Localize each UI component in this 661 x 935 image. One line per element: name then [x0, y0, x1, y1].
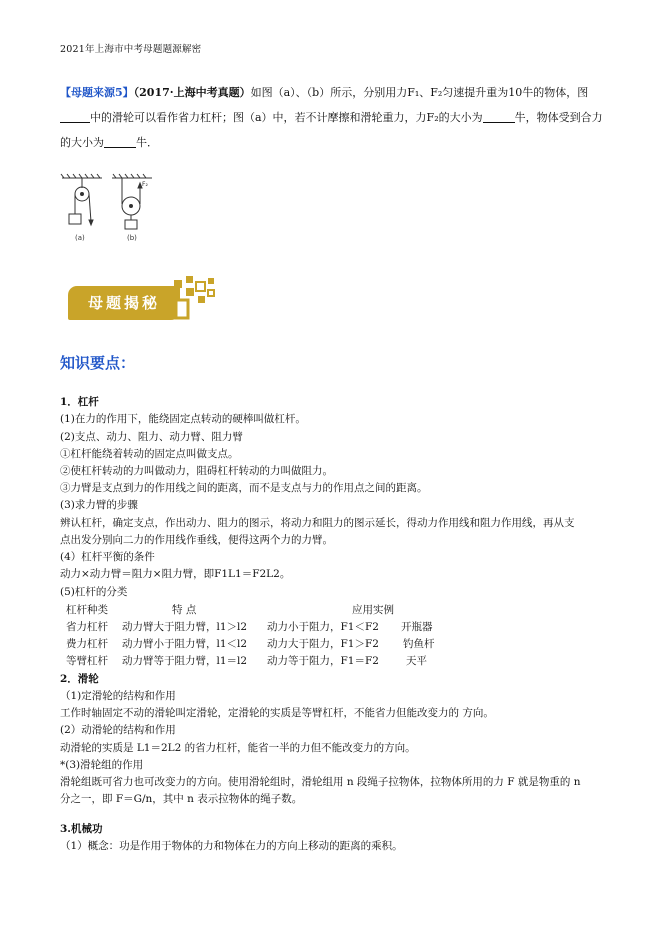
section-title: 知识要点： [60, 354, 136, 372]
table-cell: 费力杠杆 [66, 638, 108, 650]
table-cell: 动力小于阻力，F1＜F2 [267, 621, 379, 633]
table-cell: 等臂杠杆 [66, 655, 108, 667]
lever-paragraph: ③力臂是支点到力的作用线之间的距离，而不是支点与力的作用点之间的距离。 [60, 482, 428, 494]
question-source: （2017·上海中考真题） [133, 86, 251, 99]
pulley-paragraph: (2）动滑轮的结构和作用 [60, 724, 176, 736]
pulley-paragraph: 滑轮组既可省力也可改变力的方向。使用滑轮组时，滑轮组用 n 段绳子拉物体，拉物体所用的力 F 就是物重的 n [60, 776, 581, 788]
pulley-figure [60, 172, 155, 247]
table-cell: 开瓶器 [401, 621, 433, 633]
question-line-3 [60, 135, 605, 151]
table-header: 应用实例 [352, 604, 394, 616]
table-cell: 动力臂小于阻力臂，l1＜l2 [122, 638, 248, 650]
table-cell: 动力等于阻力，F1＝F2 [267, 655, 379, 667]
lever-classification-table [0, 602, 661, 672]
table-cell: 省力杠杆 [66, 621, 108, 633]
question-text: 牛． [136, 136, 158, 149]
lever-paragraph: ①杠杆能绕着转动的固定点叫做支点。 [60, 448, 239, 460]
work-heading: 3.机械功 [60, 823, 103, 835]
table-header: 杠杆种类 [66, 604, 108, 616]
question-text: 牛，物体受到合力 [514, 111, 603, 124]
pulley-paragraph: 动滑轮的实质是 L1＝2L2 的省力杠杆，能省一半的力但不能改变力的方向。 [60, 742, 416, 754]
answer-blank [104, 136, 136, 148]
pulley-paragraph: （1)定滑轮的结构和作用 [60, 690, 176, 702]
lever-paragraph: 动力×动力臂＝阻力×阻力臂，即F1L1＝F2L2。 [60, 568, 291, 580]
pulley-paragraph: *(3)滑轮组的作用 [60, 759, 144, 771]
answer-blank [60, 111, 90, 123]
answer-blank [483, 111, 515, 123]
table-cell: 天平 [406, 655, 427, 667]
question-text: 如图（a）、（b）所示，分别用力F₁、F₂匀速提升重为10牛的物体，图 [250, 86, 589, 99]
table-cell: 动力臂等于阻力臂，l1＝l2 [122, 655, 248, 667]
lever-paragraph: 点出发分别向二力的作用线作垂线，便得这两个力的力臂。 [60, 534, 333, 546]
work-paragraph: （1）概念：功是作用于物体的力和物体在力的方向上移动的距离的乘积。 [60, 840, 403, 852]
figure-label-b: (b) [127, 234, 137, 242]
table-cell: 钓鱼杆 [403, 638, 435, 650]
pulley-paragraph: 分之一，即 F＝G/n，其中 n 表示拉物体的绳子数。 [60, 793, 303, 805]
lever-paragraph: (2)支点、动力、阻力、动力臂、阻力臂 [60, 431, 243, 443]
table-cell: 动力臂大于阻力臂，l1＞l2 [122, 621, 248, 633]
question-text: 的大小为 [60, 136, 104, 149]
pulley-heading: 2．滑轮 [60, 673, 99, 685]
lever-paragraph: (5)杠杆的分类 [60, 586, 128, 598]
banner-title: 母题揭秘 [87, 294, 160, 312]
table-header: 特 点 [172, 604, 197, 616]
lever-paragraph: (4）杠杆平衡的条件 [60, 551, 155, 563]
pulley-paragraph: 工作时轴固定不动的滑轮叫定滑轮，定滑轮的实质是等臂杠杆，不能省力但能改变力的 方向。 [60, 707, 494, 719]
question-text: 中的滑轮可以看作省力杠杆；图（a）中，若不计摩擦和滑轮重力，力F₂的大小为 [90, 111, 483, 124]
force-label: F₂ [142, 181, 148, 188]
question-tag: 【母题来源5】 [60, 86, 134, 99]
lever-paragraph: ②使杠杆转动的力叫做动力，阻碍杠杆转动的力叫做阻力。 [60, 465, 333, 477]
lever-paragraph: (3)求力臂的步骤 [60, 499, 138, 511]
table-cell: 动力大于阻力，F1＞F2 [267, 638, 379, 650]
lever-paragraph: (1)在力的作用下，能绕固定点转动的硬棒叫做杠杆。 [60, 413, 306, 425]
lever-paragraph: 辨认杠杆，确定支点，作出动力、阻力的图示，将动力和阻力的图示延长，得动力作用线和阻力作用线，再从支 [60, 517, 575, 529]
pulley-a-drawing [61, 174, 102, 225]
lever-heading: 1．杠杆 [60, 396, 99, 408]
question-line-2 [60, 110, 605, 126]
page-header: 2021年上海市中考母题题源解密 [60, 44, 202, 55]
figure-label-a: (a) [75, 234, 85, 242]
question-line-1 [60, 85, 605, 101]
